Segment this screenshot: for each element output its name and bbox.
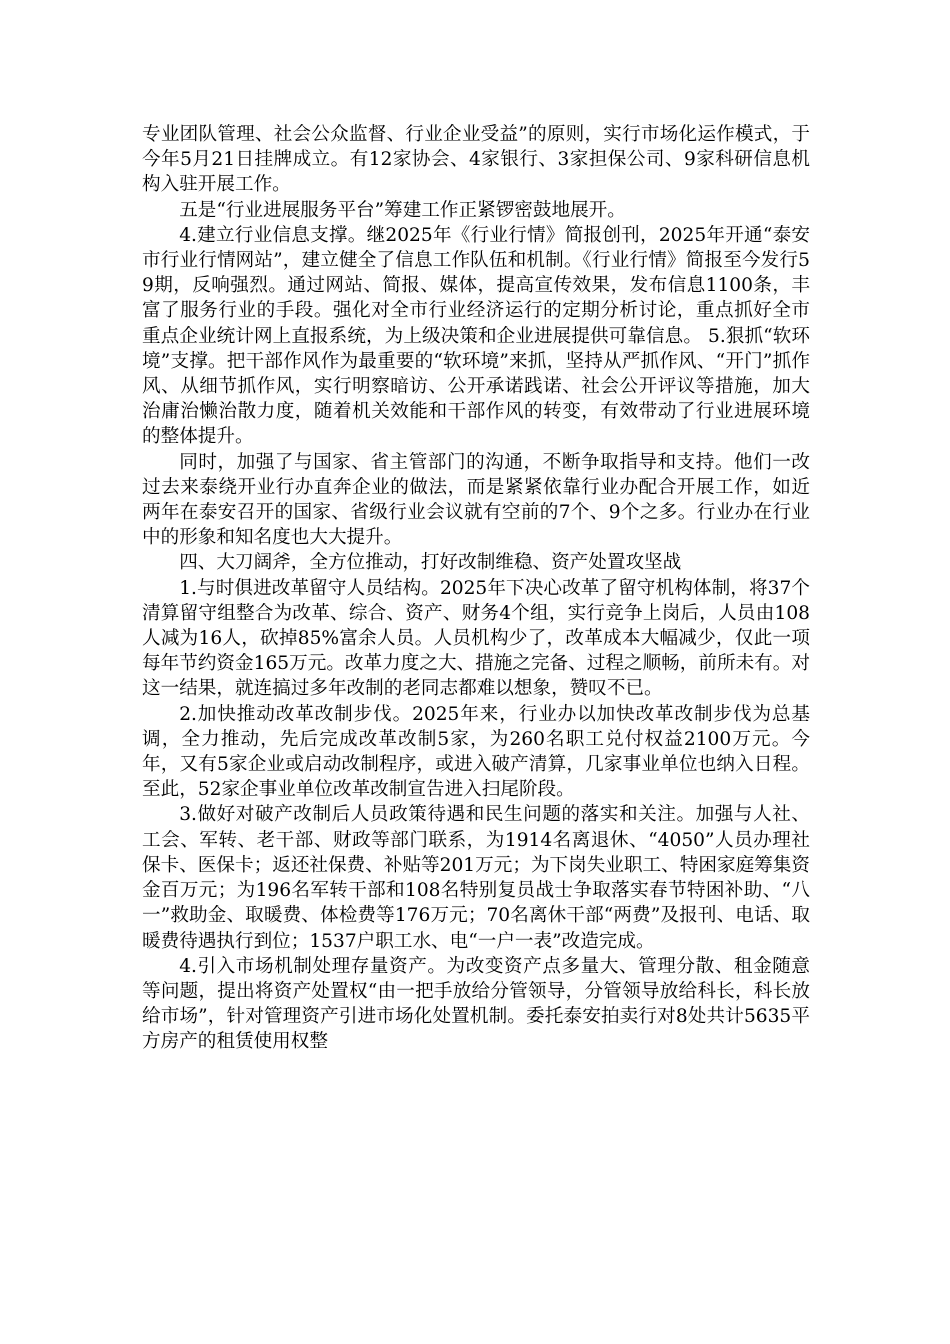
paragraph-3: 4.建立行业信息支撑。继2025年《行业行情》简报创刊，2025年开通“泰安市行业行情网站”，建立健全了信息工作队伍和机制。《行业行情》简报至今发行59期，反响强烈。通过网站、简报、媒体，提高宣传效果，发布信息1100条，丰富了服务行业的手段。强化对全市行业经济运行的定期分析讨论，重点抓好全市重点企业统计网上直报系统，为上级决策和企业进展提供可靠信息。 5.狠抓“软环境”支撑。把干部作风作为最重要的“软环境”来抓，坚持从严抓作风、“开门”抓作风、从细节抓作风，实行明察暗访、公开承诺践诺、社会公开评议等措施，加大治庸治懒治散力度，随着机关效能和干部作风的转变，有效带动了行业进展环境的整体提升。: [142, 224, 810, 448]
document-body: [142, 122, 810, 1055]
paragraph-7: 2.加快推动改革改制步伐。2025年来，行业办以加快改革改制步伐为总基调，全力推动，先后完成改革改制5家，为260名职工兑付权益2100万元。今年，又有5家企业或启动改制程序，或进入破产清算，几家事业单位也纳入日程。至此，52家企事业单位改革改制宣告进入扫尾阶段。: [142, 703, 810, 801]
section-heading: 四、大刀阔斧，全方位推动，打好改制维稳、资产处置攻坚战: [179, 552, 682, 574]
paragraph-9: 4.引入市场机制处理存量资产。为改变资产点多量大、管理分散、租金随意等问题，提出将资产处置权“由一把手放给分管领导，分管领导放给科长，科长放给市场”，针对管理资产引进市场化处置机制。委托泰安拍卖行对8处共计5635平方房产的租赁使用权整: [142, 955, 810, 1053]
paragraph-6: 1.与时俱进改革留守人员结构。2025年下决心改革了留守机构体制，将37个清算留守组整合为改革、综合、资产、财务4个组，实行竞争上岗后，人员由108人减为16人，砍掉85%富余人员。人员机构少了，改革成本大幅减少，仅此一项每年节约资金165万元。改革力度之大、措施之完备、过程之顺畅，前所未有。对这一结果，就连搞过多年改制的老同志都难以想象，赞叹不已。: [142, 577, 810, 700]
paragraph-8: 3.做好对破产改制后人员政策待遇和民生问题的落实和关注。加强与人社、工会、军转、老干部、财政等部门联系，为1914名离退休、“4050”人员办理社保卡、医保卡；返还社保费、补贴等201万元；为下岗失业职工、特困家庭筹集资金百万元；为196名军转干部和108名特别复员战士争取落实春节特困补助、“八一”救助金、取暖费、体检费等176万元；70名离休干部“两费”及报刊、电话、取暖费待遇执行到位；1537户职工水、电“一户一表”改造完成。: [142, 804, 810, 952]
paragraph-4: 同时，加强了与国家、省主管部门的沟通，不断争取指导和支持。他们一改过去来泰绕开业行办直奔企业的做法，而是紧紧依靠行业办配合开展工作，如近两年在泰安召开的国家、省级行业会议就有空前的7个、9个之多。行业办在行业中的形象和知名度也大大提升。: [142, 451, 810, 549]
paragraph-2: 五是“行业进展服务平台”筹建工作正紧锣密鼓地展开。: [179, 199, 626, 221]
paragraph-1: 专业团队管理、社会公众监督、行业企业受益”的原则，实行市场化运作模式，于今年5月21日挂牌成立。有12家协会、4家银行、3家担保公司、9家科研信息机构入驻开展工作。: [142, 124, 810, 196]
